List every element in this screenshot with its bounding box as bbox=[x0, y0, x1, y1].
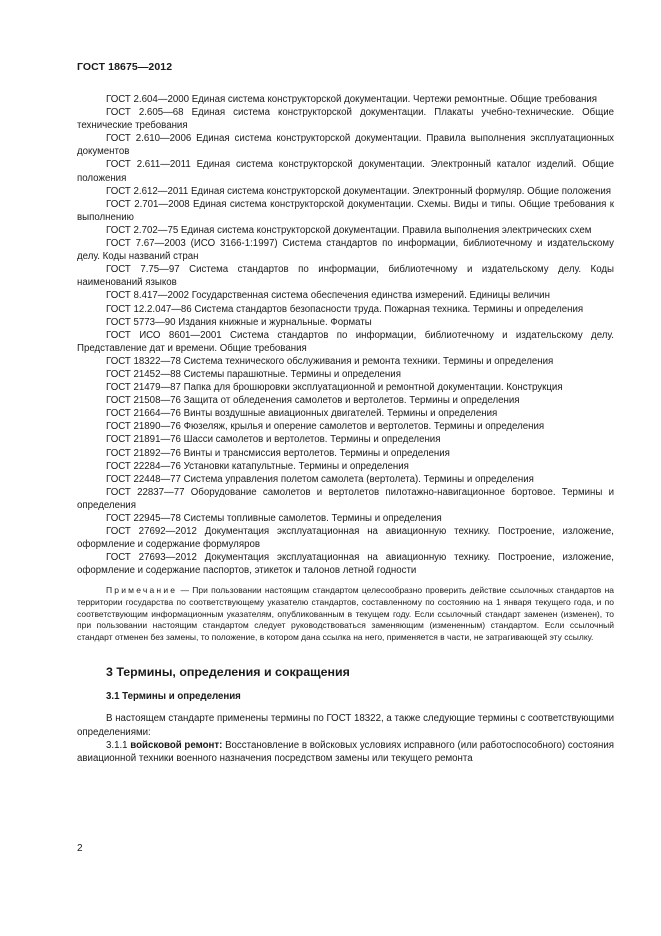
reference-item: ГОСТ 2.702—75 Единая система конструкторской документации. Правила выполнения электрических схем bbox=[106, 224, 592, 236]
page-content bbox=[77, 93, 614, 765]
reference-item: ГОСТ 21892—76 Винты и трансмиссия вертолетов. Термины и определения bbox=[106, 447, 450, 459]
reference-item: ГОСТ 21664—76 Винты воздушные авиационных двигателей. Термины и определения bbox=[106, 408, 498, 420]
reference-item: ГОСТ 7.67—2003 (ИСО 3166-1:1997) Система стандартов по информации, библиотечному и издательскому делу. Коды названий стран bbox=[77, 238, 614, 263]
term-name: войсковой ремонт: bbox=[130, 739, 223, 751]
reference-item: ГОСТ 27692—2012 Документация эксплуатационная на авиационную технику. Построение, изложение, оформление и содержание формуляров bbox=[77, 526, 614, 551]
document-header: ГОСТ 18675—2012 bbox=[77, 61, 173, 73]
page-number: 2 bbox=[77, 843, 83, 854]
term-number: 3.1.1 bbox=[106, 739, 128, 751]
reference-item: ГОСТ 27693—2012 Документация эксплуатационная на авиационную технику. Построение, изложение, оформление и содержание паспортов, этикеток и талонов летной годности bbox=[77, 552, 614, 577]
reference-item: ГОСТ 22837—77 Оборудование самолетов и вертолетов пилотажно-навигационное бортовое. Термины и определения bbox=[77, 486, 614, 511]
note-text: — При пользовании настоящим стандартом целесообразно проверить действие ссылочных стандартов на территории государства по соответствующему указателю стандартов, составленному по состоянию на 1 января текущего года, и по соответствующим информационным указателям, опубликованным в текущем году. Если ссылочный стандарт заменен (изменен), то при пользовании настоящим стандартом следует руководствоваться заменяющим (измененным) стандартом. Если ссылочный стандарт отменен без замены, то положение, в котором дана ссылка на него, применяется в части, не затрагивающей эту ссылку. bbox=[77, 585, 614, 642]
reference-item: ГОСТ 2.610—2006 Единая система конструкторской документации. Правила выполнения эксплуатационных документов bbox=[77, 133, 614, 158]
subsection-heading: 3.1 Термины и определения bbox=[106, 691, 241, 703]
reference-item: ГОСТ 21452—88 Системы парашютные. Термины и определения bbox=[106, 368, 401, 380]
term-paragraph bbox=[77, 739, 614, 765]
reference-item: ГОСТ 21479—87 Папка для брошюровки эксплуатационной и ремонтной документации. Конструкция bbox=[106, 382, 563, 394]
note-paragraph bbox=[77, 585, 614, 643]
reference-item: ГОСТ 2.605—68 Единая система конструкторской документации. Плакаты учебно-технические. Общие технические требования bbox=[77, 107, 614, 132]
reference-item: ГОСТ 22448—77 Система управления полетом самолета (вертолета). Термины и определения bbox=[106, 473, 534, 485]
reference-item: ГОСТ 5773—90 Издания книжные и журнальные. Форматы bbox=[106, 316, 372, 328]
reference-item: ГОСТ 21891—76 Шасси самолетов и вертолетов. Термины и определения bbox=[106, 434, 441, 446]
note-label: Примечание bbox=[106, 585, 178, 596]
reference-item: ГОСТ 2.611—2011 Единая система конструкторской документации. Электронный каталог изделий. Общие положения bbox=[77, 159, 614, 184]
reference-item: ГОСТ 12.2.047—86 Система стандартов безопасности труда. Пожарная техника. Термины и определения bbox=[106, 303, 584, 315]
reference-item: ГОСТ 22284—76 Установки катапультные. Термины и определения bbox=[106, 460, 409, 472]
reference-item: ГОСТ 21890—76 Фюзеляж, крылья и оперение самолетов и вертолетов. Термины и определения bbox=[106, 421, 545, 433]
reference-item: ГОСТ 22945—78 Системы топливные самолетов. Термины и определения bbox=[106, 513, 442, 524]
reference-item: ГОСТ ИСО 8601—2001 Система стандартов по информации, библиотечному и издательскому делу. Представление дат и времени. Общие требования bbox=[77, 329, 614, 354]
reference-item: ГОСТ 2.604—2000 Единая система конструкторской документации. Чертежи ремонтные. Общие требования bbox=[106, 94, 597, 105]
intro-paragraph: В настоящем стандарте применены термины по ГОСТ 18322, а также следующие термины с соответствующими определениями: bbox=[77, 713, 614, 738]
term-definition: Восстановление в войсковых условиях исправного (или работоспособного) состояния авиационной техники военного назначения посредством замены или текущего ремонта bbox=[77, 739, 614, 764]
reference-item: ГОСТ 21508—76 Защита от обледенения самолетов и вертолетов. Термины и определения bbox=[106, 395, 520, 407]
normative-references-list bbox=[77, 93, 614, 577]
reference-item: ГОСТ 7.75—97 Система стандартов по информации, библиотечному и издательскому делу. Коды наименований языков bbox=[77, 264, 614, 289]
reference-item: ГОСТ 2.701—2008 Единая система конструкторской документации. Схемы. Виды и типы. Общие требования к выполнению bbox=[77, 198, 614, 223]
reference-item: ГОСТ 18322—78 Система технического обслуживания и ремонта техники. Термины и определения bbox=[106, 355, 554, 367]
reference-item: ГОСТ 8.417—2002 Государственная система обеспечения единства измерений. Единицы величин bbox=[106, 290, 550, 302]
section-heading: 3 Термины, определения и сокращения bbox=[106, 665, 350, 680]
reference-item: ГОСТ 2.612—2011 Единая система конструкторской документации. Электронный формуляр. Общие положения bbox=[106, 185, 612, 197]
